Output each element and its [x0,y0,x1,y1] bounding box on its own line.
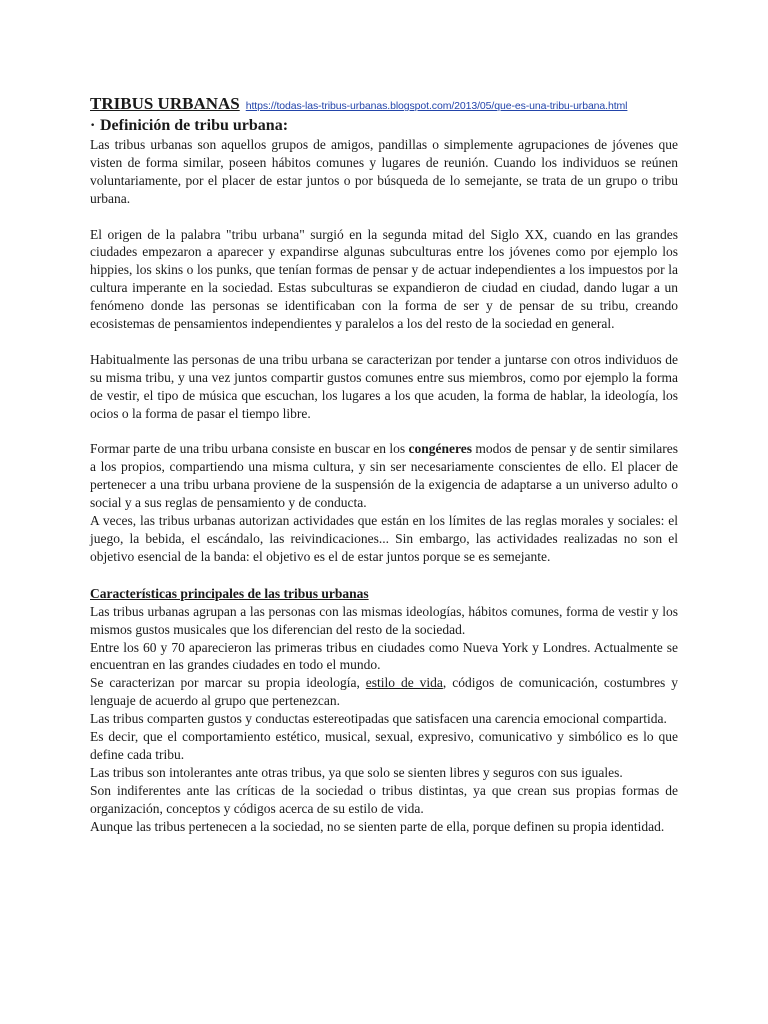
characteristic-item: Las tribus son intolerantes ante otras tribus, ya que solo se sienten libres y seguros con sus iguales. [90,764,623,780]
title-line [90,94,678,116]
characteristic-text-end: , códigos de comunicación, costumbres y lenguaje de acuerdo al grupo que pertenezcan. [90,675,678,709]
paragraph-belonging-end: modos de pensar y de sentir similares a los propios, compartiendo una misma cultura, y sin ser necesariamente conscientes de ello. El placer de pertenecer a una tribu urbana proviene de la suspensión de la exigencia de adaptarse a un universo adulto o social y a sus reglas de pensamiento y de conducta. [90,441,678,511]
paragraph-activities: A veces, las tribus urbanas autorizan actividades que están en los límites de las reglas morales y sociales: el juego, la bebida, el escándalo, las reivindicaciones... Sin embargo, las actividades realizadas no son el objetivo esencial de la banda: el objetivo es el de estar juntos porque se es semejante. [90,512,678,564]
paragraph-definition: Las tribus urbanas son aquellos grupos de amigos, pandillas o simplemente agrupaciones de jóvenes que visten de forma similar, poseen hábitos comunes y lugares de reunión. Cuando los individuos se reúnen voluntariamente, por el placer de estar juntos o por búsqueda de lo semejante, se trata de un grupo o tribu urbana. [90,137,678,206]
bold-term-congeneres: congéneres [408,441,473,457]
characteristic-item: Son indiferentes ante las críticas de la sociedad o tribus distintas, ya que crean sus propias formas de organización, conceptos y códigos acerca de su estilo de vida. [90,782,678,816]
characteristic-item: Es decir, que el comportamiento estético, musical, sexual, expresivo, comunicativo y simbólico es lo que define cada tribu. [90,729,678,762]
characteristic-text-start: Se caracterizan por marcar su propia ideología, [90,675,366,691]
paragraph-gap [90,422,678,440]
source-link[interactable]: https://todas-las-tribus-urbanas.blogspot.com/2013/05/que-es-una-tribu-urbana.html [245,100,628,112]
paragraph-gap [90,566,678,584]
paragraph-belonging-start: Formar parte de una tribu urbana consiste en buscar en los [90,441,409,457]
paragraph-gap [90,333,678,351]
characteristic-item: Las tribus urbanas agrupan a las personas con las mismas ideologías, hábitos comunes, forma de vestir y los mismos gustos musicales que los diferencian del resto de la sociedad. [90,603,678,637]
document-title: TRIBUS URBANAS [90,94,240,113]
characteristic-item: Las tribus comparten gustos y conductas estereotipadas que satisfacen una carencia emocional compartida. [90,711,667,727]
bullet-glyph: · [90,117,96,134]
paragraph-belonging [90,440,678,512]
paragraph-gap [90,208,678,226]
section-heading-characteristics: Características principales de las tribus urbanas [90,585,369,601]
paragraph-habits: Habitualmente las personas de una tribu urbana se caracterizan por tender a juntarse con otros individuos de su misma tribu, y una vez juntos compartir gustos comunes entre sus miembros, como por ejemplo la forma de vestir, el tipo de música que escuchan, los lugares a los que acuden, la forma de hablar, la ideología, los ocios o la forma de pasar el tiempo libre. [90,351,678,421]
characteristic-item [90,674,678,710]
characteristic-item: Entre los 60 y 70 aparecieron las primeras tribus en ciudades como Nueva York y Londres. Actualmente se encuentran en las grandes ciudades en todo el mundo. [90,639,678,673]
underlined-term-estilo-de-vida[interactable]: estilo de vida [365,675,443,691]
definition-heading-text: Definición de tribu urbana: [100,117,289,134]
definition-heading [90,116,678,136]
characteristic-item: Aunque las tribus pertenecen a la sociedad, no se sienten parte de ella, porque definen su propia identidad. [90,818,665,834]
paragraph-origin: El origen de la palabra "tribu urbana" surgió en la segunda mitad del Siglo XX, cuando en las grandes ciudades empezaron a aparecer y expandirse algunas subculturas entre los jóvenes como por ejemplo los hippies, los skins o los punks, que tenían formas de pensar y de actuar independientes a los impuestos por la cultura imperante en la sociedad. Estas subculturas se expandieron de ciudad en ciudad, dando lugar a un fenómeno donde las personas se identificaban con la forma de ser y de pensar de su tribu, creando ecosistemas de pensamientos independientes y paralelos a los del resto de la sociedad en general. [90,226,678,332]
